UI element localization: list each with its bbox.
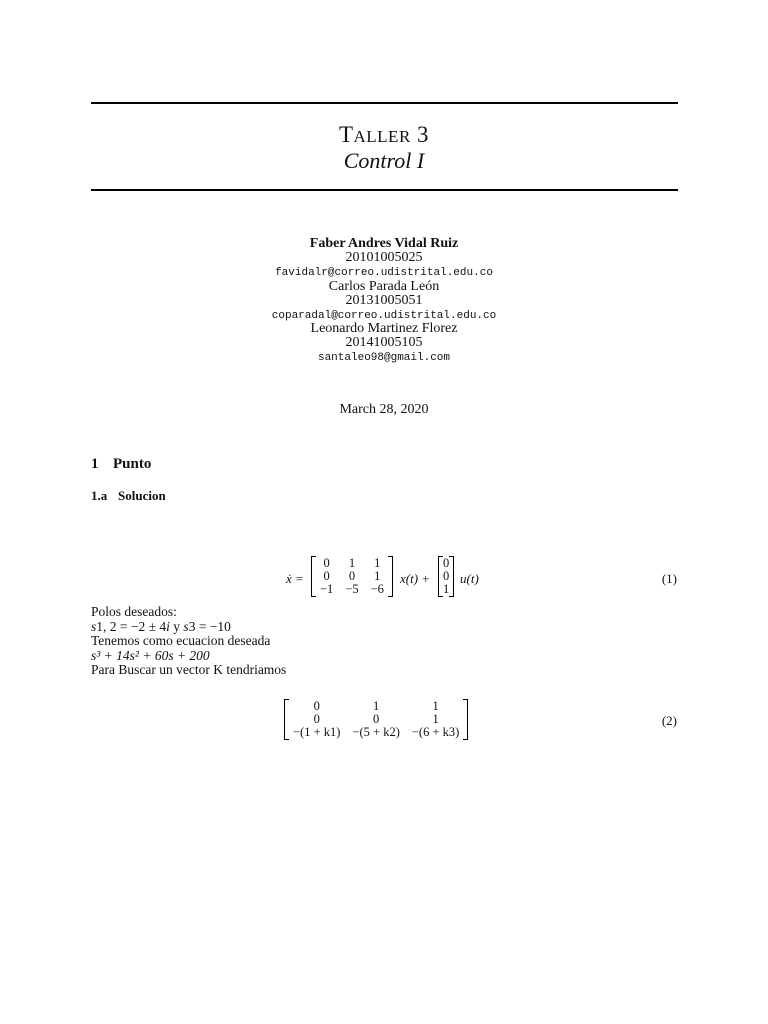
subsection-number: 1.a [91, 488, 108, 503]
section-heading [91, 456, 151, 473]
top-rule [91, 102, 678, 104]
matrix-cell: 0 [323, 556, 330, 570]
matrix-cell: 1 [443, 582, 450, 596]
title-rest: ALLER [353, 127, 411, 146]
matrix-cell: −1 [320, 582, 334, 596]
matrix-cell: −5 [345, 582, 359, 596]
text: y [169, 618, 184, 634]
eq2-matrix [284, 699, 468, 740]
text-line [91, 620, 286, 635]
author-id: 20101005025 [345, 250, 423, 265]
matrix-cell: −(1 + k1) [293, 725, 341, 739]
paper-date: March 28, 2020 [339, 402, 429, 417]
matrix-cell: 1 [432, 712, 439, 726]
eq1-matrix-a [311, 556, 393, 597]
text-line: Tenemos como ecuacion deseada [91, 633, 271, 649]
matrix-cell: 1 [374, 556, 381, 570]
math: 1, 2 = −2 ± 4 [96, 618, 167, 634]
author-id: 20131005051 [345, 293, 423, 308]
section-number: 1 [91, 456, 99, 472]
text-line: Para Buscar un vector K tendriamos [91, 662, 287, 678]
matrix-cell: 0 [313, 712, 320, 726]
subsection-heading [91, 488, 166, 504]
matrix-cell: 0 [323, 569, 330, 583]
matrix-cell: 0 [373, 712, 380, 726]
eq1-lhs: ẋ = [286, 571, 304, 586]
matrix-cell: 1 [348, 556, 356, 570]
matrix-cell: 1 [373, 699, 380, 713]
author-name: Leonardo Martinez Florez [310, 321, 458, 336]
equation-number: (1) [661, 571, 677, 586]
paper-title [0, 121, 768, 151]
section-title: Punto [113, 456, 152, 472]
subsection-title: Solucion [118, 488, 166, 503]
matrix-cell: 1 [432, 699, 439, 713]
text-line: Polos deseados: [91, 604, 177, 619]
author-name: Carlos Parada León [328, 279, 440, 294]
math: s [183, 618, 189, 634]
eq1-matrix-b [438, 556, 454, 597]
paragraph [91, 605, 286, 678]
paper-subtitle: Control I [343, 148, 425, 173]
math: s [91, 618, 97, 634]
math: i [166, 618, 170, 634]
equation-number: (2) [661, 713, 677, 728]
bottom-rule [91, 189, 678, 191]
author-email: santaleo98@gmail.com [317, 352, 451, 364]
title-number: 3 [417, 122, 430, 147]
matrix-cell: −(5 + k2) [352, 725, 400, 739]
title-initial: T [338, 122, 354, 147]
matrix-cell: −(6 + k3) [411, 725, 460, 739]
author-id: 20141005105 [345, 335, 423, 350]
author-name: Faber Andres Vidal Ruiz [309, 236, 459, 251]
matrix-cell: 0 [313, 699, 320, 713]
matrix-cell: 0 [443, 556, 450, 570]
eq1-ut: u(t) [460, 571, 479, 586]
eq1-xt: x(t) + [400, 571, 431, 586]
matrix-cell: 1 [374, 569, 381, 583]
matrix-cell: −6 [370, 582, 384, 596]
author-email: coparadal@correo.udistrital.edu.co [271, 310, 497, 322]
author-email: favidalr@correo.udistrital.edu.co [275, 267, 493, 279]
text-line: s³ + 14s² + 60s + 200 [91, 647, 210, 663]
matrix-cell: 0 [348, 569, 356, 583]
matrix-cell: 0 [443, 569, 450, 583]
math: 3 = −10 [188, 618, 231, 634]
